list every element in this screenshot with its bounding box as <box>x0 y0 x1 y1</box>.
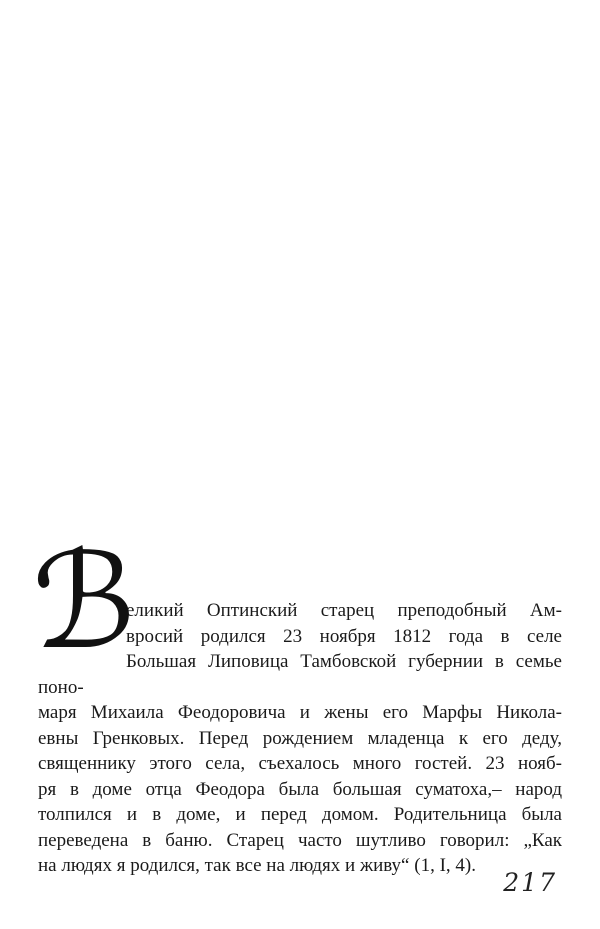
text-line: ря в доме отца Феодора была большая суматоха,– народ <box>38 778 562 800</box>
paragraph <box>32 525 562 879</box>
text-line: евны Гренковых. Перед рождением младенца к его деду, <box>38 727 562 749</box>
text-line: еликий Оптинский старец преподобный Ам- <box>126 600 562 621</box>
text-line: священнику этого села, съехалось много гостей. 23 нояб- <box>38 753 562 774</box>
text-line: толпился и в доме, и перед домом. Родительница была <box>38 804 562 825</box>
text-line: маря Михаила Феодоровича и жены его Марфы Никола- <box>38 702 562 723</box>
drop-cap <box>32 525 136 679</box>
drop-cap-letter: ℬ <box>32 525 136 679</box>
text-line: на людях я родился, так все на людях и живу“ (1, I, 4). <box>38 855 476 876</box>
text-line: Большая Липовица Тамбовской губернии в семье поно- <box>38 651 562 698</box>
text-line: вросий родился 23 ноября 1812 года в селе <box>126 625 562 647</box>
text-line: переведена в баню. Старец часто шутливо говорил: „Как <box>38 829 562 851</box>
page-number: 217 <box>503 868 557 897</box>
